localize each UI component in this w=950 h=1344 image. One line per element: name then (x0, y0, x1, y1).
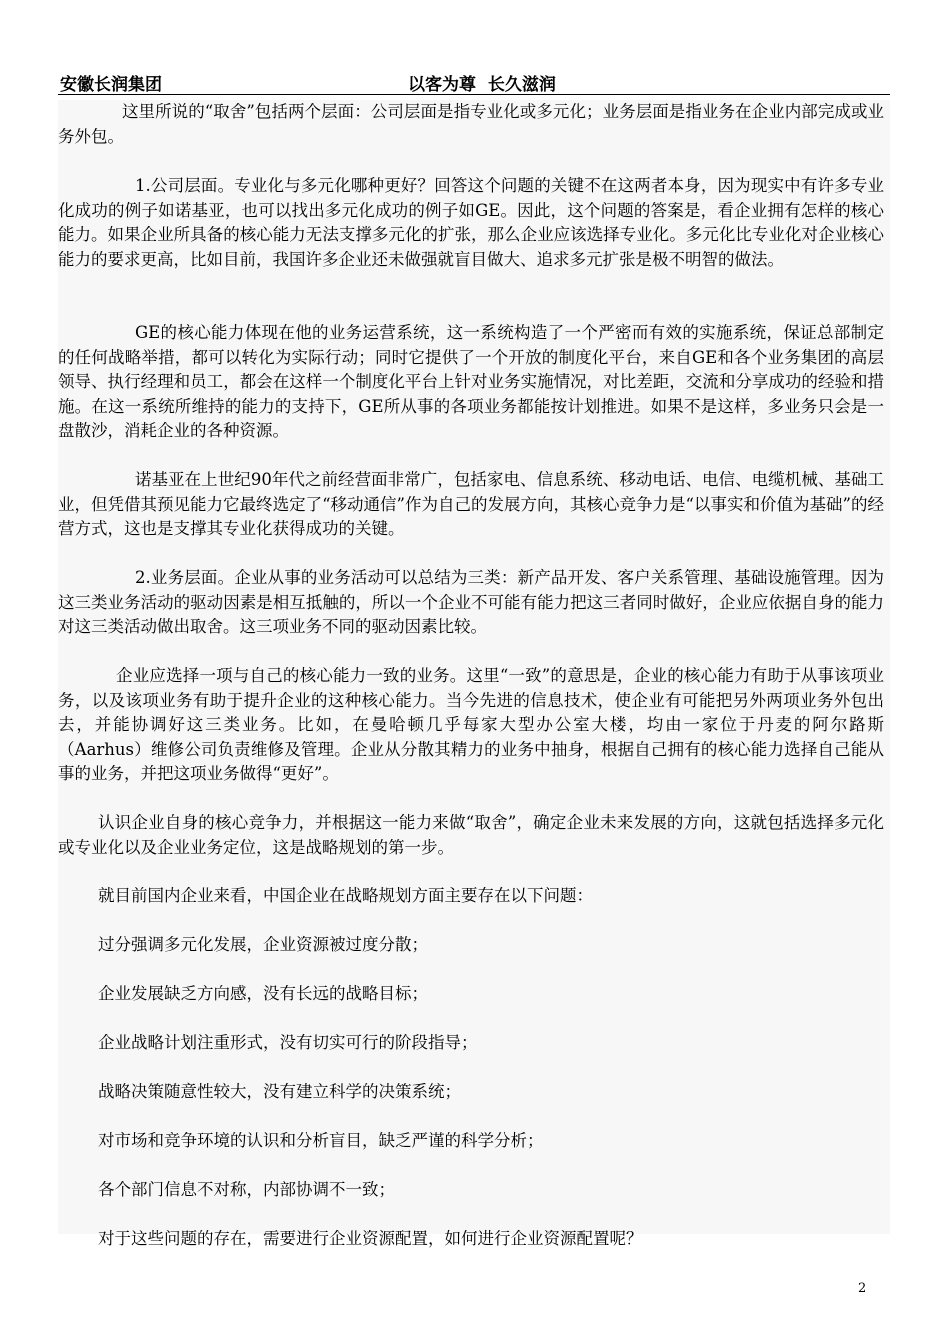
list-item: 对于这些问题的存在，需要进行企业资源配置，如何进行企业资源配置呢？ (98, 1229, 643, 1248)
document-body (58, 100, 890, 1248)
header-slogan: 以客为尊 长久滋润 (408, 75, 556, 95)
paragraph-ge: GE的核心能力体现在他的业务运营系统，这一系统构造了一个严密而有效的实施系统，保证总部制定的任何战略举措，都可以转化为实际行动；同时它提供了一个开放的制度化平台，来自GE和各个业务集团的高层领导、执行经理和员工，都会在这样一个制度化平台上针对业务实施情况，对比差距，交流和分享成功的经验和措施。在这一系统所维持的能力的支持下，GE所从事的各项业务都能按计划推进。如果不是这样，多业务只会是一盘散沙，消耗企业的各种资源。 (58, 323, 884, 440)
list-item: 过分强调多元化发展，企业资源被过度分散； (98, 935, 428, 954)
list-item: 战略决策随意性较大，没有建立科学的决策系统； (98, 1082, 461, 1101)
page-number: 2 (858, 1281, 867, 1296)
paragraph-business-level: 2.业务层面。企业从事的业务活动可以总结为三类：新产品开发、客户关系管理、基础设施管理。因为这三类业务活动的驱动因素是相互抵触的，所以一个企业不可能有能力把这三者同时做好，企业应依据自身的能力对这三类活动做出取舍。这三项业务不同的驱动因素比较。 (58, 568, 884, 636)
header-company-name: 安徽长润集团 (60, 75, 162, 95)
paragraph-core-business: 企业应选择一项与自己的核心能力一致的业务。这里“一致”的意思是，企业的核心能力有助于从事该项业务，以及该项业务有助于提升企业的这种核心能力。当今先进的信息技术，使企业有可能把另外两项业务外包出去，并能协调好这三类业务。比如，在曼哈顿几乎每家大型办公室大楼，均由一家位于丹麦的阿尔路斯（Aarhus）维修公司负责维修及管理。企业从分散其精力的业务中抽身，根据自己拥有的核心能力选择自己能从事的业务，并把这项业务做得“更好”。 (58, 666, 884, 783)
paragraph-intro: 这里所说的“取舍”包括两个层面：公司层面是指专业化或多元化；业务层面是指业务在企业内部完成或业务外包。 (58, 102, 884, 146)
paragraph-core-competence: 认识企业自身的核心竞争力，并根据这一能力来做“取舍”，确定企业未来发展的方向，这就包括选择多元化或专业化以及企业业务定位，这是战略规划的第一步。 (58, 813, 884, 857)
page-header (58, 70, 890, 95)
list-item: 对市场和竞争环境的认识和分析盲目，缺乏严谨的科学分析； (98, 1131, 544, 1150)
list-item: 各个部门信息不对称，内部协调不一致； (98, 1180, 395, 1199)
paragraph-company-level: 1.公司层面。专业化与多元化哪种更好？回答这个问题的关键不在这两者本身，因为现实中有许多专业化成功的例子如诺基亚，也可以找出多元化成功的例子如GE。因此，这个问题的答案是，看企业拥有怎样的核心能力。如果企业所具备的核心能力无法支撑多元化的扩张，那么企业应该选择专业化。多元化比专业化对企业核心能力的要求更高，比如目前，我国许多企业还未做强就盲目做大、追求多元扩张是极不明智的做法。 (58, 176, 884, 269)
list-item: 企业发展缺乏方向感，没有长远的战略目标； (98, 984, 428, 1003)
list-item: 就目前国内企业来看，中国企业在战略规划方面主要存在以下问题： (98, 886, 593, 905)
list-item: 企业战略计划注重形式，没有切实可行的阶段指导； (98, 1033, 478, 1052)
paragraph-nokia: 诺基亚在上世纪90年代之前经营面非常广，包括家电、信息系统、移动电话、电信、电缆机械、基础工业，但凭借其预见能力它最终选定了“移动通信”作为自己的发展方向，其核心竞争力是“以事实和价值为基础”的经营方式，这也是支撑其专业化获得成功的关键。 (58, 470, 884, 538)
